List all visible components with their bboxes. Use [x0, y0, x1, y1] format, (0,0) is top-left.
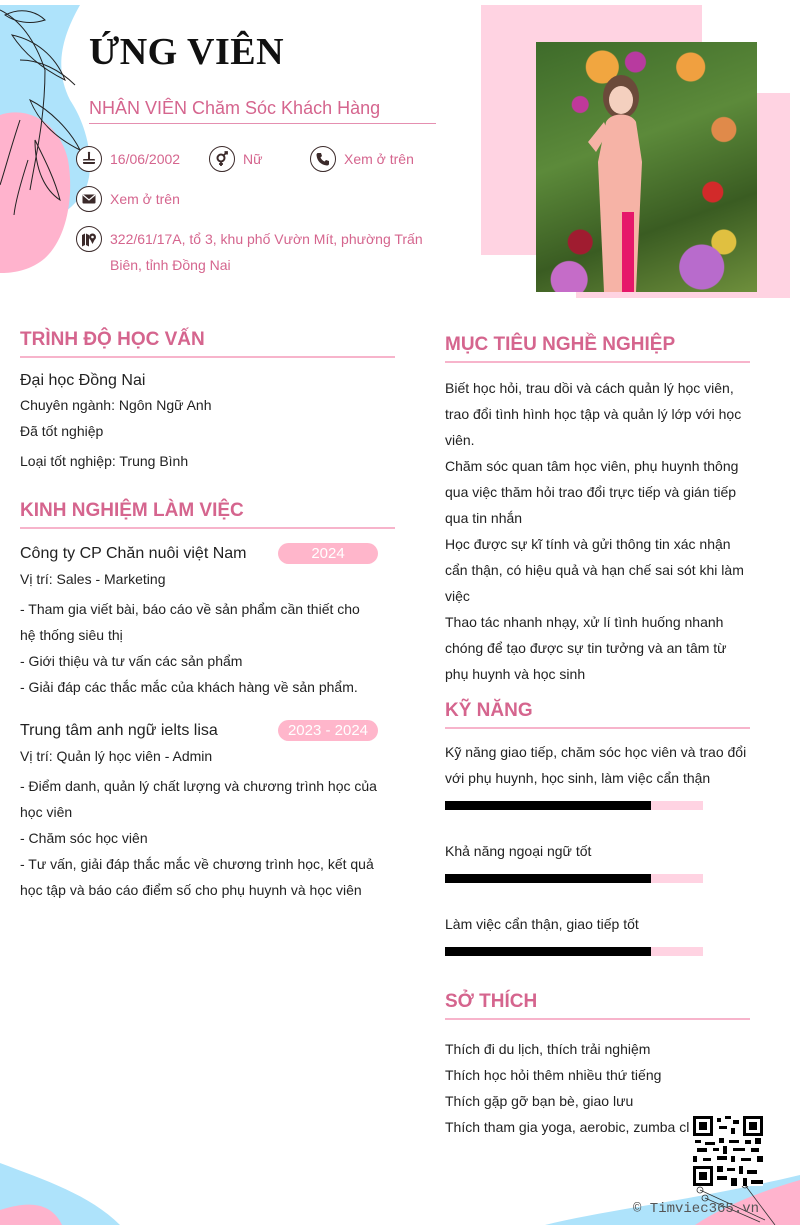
hobby-item: Thích đi du lịch, thích trải nghiệm: [445, 1041, 651, 1057]
hobbies-title: SỞ THÍCH: [445, 991, 750, 1020]
email-value: Xem ở trên: [110, 191, 180, 207]
map-pin-icon: [76, 226, 102, 252]
objective-paragraph: Biết học hỏi, trau dồi và cách quản lý học viên, trao đổi tình hình học tập và quản lý lớp với học viên.: [445, 380, 742, 448]
job-detail: - Giải đáp các thắc mắc của khách hàng về sản phẩm.: [20, 679, 358, 695]
education-section: [20, 329, 395, 474]
school-name: Đại học Đồng Nai: [20, 372, 146, 389]
job-company: Trung tâm anh ngữ ielts lisa: [20, 721, 218, 739]
job-period-badge: 2024: [278, 543, 378, 564]
objective-paragraph: Thao tác nhanh nhạy, xử lí tình huống nhanh chóng để tạo được sự tin tưởng và an tâm từ phụ huynh và học sinh: [445, 614, 727, 682]
skills-title: KỸ NĂNG: [445, 700, 750, 729]
gender-value: Nữ: [243, 151, 263, 167]
skill-item: [445, 838, 750, 883]
hobby-item: Thích tham gia yoga, aerobic, zumba cl: [445, 1119, 690, 1135]
candidate-name: ỨNG VIÊN: [89, 31, 285, 73]
job-period-badge: 2023 - 2024: [278, 720, 378, 741]
skills-section: [445, 700, 750, 956]
hobby-item: Thích học hỏi thêm nhiều thứ tiếng: [445, 1067, 662, 1083]
skill-label: Kỹ năng giao tiếp, chăm sóc học viên và trao đổi với phụ huynh, học sinh, làm việc cẩn thận: [445, 744, 747, 786]
job-entry: [20, 720, 378, 903]
address-field: [76, 226, 436, 278]
objective-section: [445, 334, 750, 687]
birthday-field: [76, 146, 180, 172]
skill-label: Làm việc cẩn thận, giao tiếp tốt: [445, 916, 639, 932]
objective-paragraph: Chăm sóc quan tâm học viên, phụ huynh thông qua việc thăm hỏi trao đổi trực tiếp và gián tiếp qua tin nhắn: [445, 458, 739, 526]
phone-value: Xem ở trên: [344, 151, 414, 167]
job-company: Công ty CP Chăn nuôi việt Nam: [20, 544, 247, 562]
skill-level-bar: [445, 874, 703, 883]
envelope-icon: [76, 186, 102, 212]
address-value: 322/61/17A, tổ 3, khu phố Vườn Mít, phường Trấn Biên, tỉnh Đồng Nai: [110, 231, 423, 273]
graduation-status: Đã tốt nghiệp: [20, 423, 104, 439]
birthday-value: 16/06/2002: [110, 151, 181, 167]
email-field: [76, 186, 180, 212]
education-title: TRÌNH ĐỘ HỌC VẤN: [20, 329, 395, 358]
candidate-photo: [536, 42, 757, 292]
job-position: NHÂN VIÊN Chăm Sóc Khách Hàng: [89, 98, 436, 124]
qr-code[interactable]: [693, 1116, 763, 1186]
copyright-watermark: © Timviec365.vn: [633, 1201, 760, 1217]
job-detail: - Chăm sóc học viên: [20, 830, 148, 846]
experience-title: KINH NGHIỆM LÀM VIỆC: [20, 500, 395, 529]
phone-field: [310, 146, 414, 172]
job-detail: - Giới thiệu và tư vấn các sản phẩm: [20, 653, 243, 669]
phone-icon: [310, 146, 336, 172]
skill-level-bar: [445, 801, 703, 810]
gender-field: [209, 146, 262, 172]
graduation-grade: Loại tốt nghiệp: Trung Bình: [20, 453, 189, 469]
job-detail: - Điểm danh, quản lý chất lượng và chương trình học của học viên: [20, 778, 377, 820]
objective-paragraph: Học được sự kĩ tính và gửi thông tin xác nhận cẩn thận, có hiệu quả và hạn chế sai sót khi làm việc: [445, 536, 744, 604]
objective-title: MỤC TIÊU NGHỀ NGHIỆP: [445, 334, 750, 363]
job-detail: - Tư vấn, giải đáp thắc mắc về chương trình học, kết quả học tập và báo cáo điểm số cho phụ huynh và học viên: [20, 856, 374, 898]
skill-item: [445, 739, 750, 810]
job-role: Vị trí: Sales - Marketing: [20, 571, 166, 587]
skill-level-bar: [445, 947, 703, 956]
job-role: Vị trí: Quản lý học viên - Admin: [20, 748, 213, 764]
cake-icon: [76, 146, 102, 172]
experience-section: [20, 500, 395, 903]
skill-item: [445, 911, 750, 956]
gender-icon: [209, 146, 235, 172]
job-detail: - Tham gia viết bài, báo cáo về sản phẩm cần thiết cho hệ thống siêu thị: [20, 601, 360, 643]
hobby-item: Thích gặp gỡ bạn bè, giao lưu: [445, 1093, 634, 1109]
skill-label: Khả năng ngoại ngữ tốt: [445, 843, 592, 859]
job-entry: [20, 543, 378, 700]
major: Chuyên ngành: Ngôn Ngữ Anh: [20, 397, 212, 413]
decorative-blob-bottom-left: [0, 1160, 130, 1225]
